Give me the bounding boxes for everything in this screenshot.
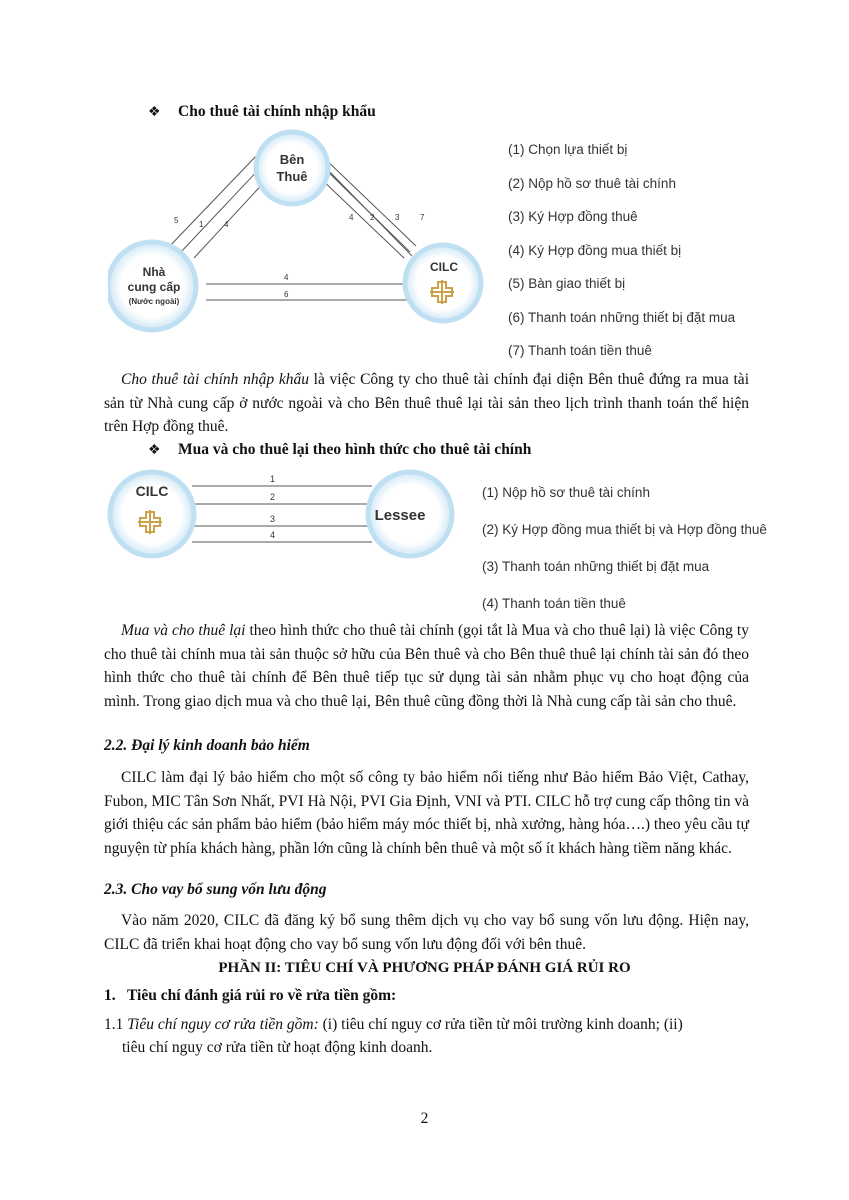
legend-item: (2) Nộp hồ sơ thuê tài chính <box>508 175 676 191</box>
legend-sale-leaseback <box>482 474 767 622</box>
section-title-sale-leaseback: Mua và cho thuê lại theo hình thức cho thuê tài chính <box>178 441 532 458</box>
legend-item: (4) Thanh toán tiền thuê <box>482 596 626 611</box>
edge-label: 6 <box>284 290 289 299</box>
paragraph-working-capital <box>104 909 749 956</box>
supplier-label-1: Nhà <box>142 265 166 279</box>
edge-label: 4 <box>284 273 289 282</box>
term: Mua và cho thuê lại <box>121 622 246 639</box>
lessee-label: Lessee <box>374 507 426 524</box>
lessee-node <box>256 132 328 204</box>
part-title: PHẦN II: TIÊU CHÍ VÀ PHƯƠNG PHÁP ĐÁNH GIÁ RỦI RO <box>218 960 631 976</box>
legend-item: (1) Nộp hồ sơ thuê tài chính <box>482 485 650 500</box>
edge-label: 2 <box>370 213 375 222</box>
legend-import-leasing <box>508 133 735 368</box>
item-number: 1.1 <box>104 1016 128 1033</box>
item-1-heading: 1. Tiêu chí đánh giá rủi ro về rửa tiền gồm: <box>104 987 397 1004</box>
edge-label: 1 <box>270 474 276 484</box>
edge-label: 1 <box>199 220 204 229</box>
page-number: 2 <box>420 1110 429 1127</box>
bullet-icon: ❖ <box>148 443 161 458</box>
legend-item: (1) Chọn lựa thiết bị <box>508 142 628 157</box>
cilc-label: CILC <box>135 483 169 499</box>
edge-label: 4 <box>270 530 276 540</box>
text: Vào năm 2020, CILC đã đăng ký bổ sung thêm dịch vụ cho vay bổ sung vốn lưu động. Hiện nay, CILC đã triển khai hoạt động cho vay bổ sung vốn lưu động đối với bên thuê. <box>104 912 749 953</box>
edge-label: 4 <box>349 213 354 222</box>
edge-label: 7 <box>420 213 425 222</box>
paragraph-import-leasing <box>104 368 749 439</box>
section-title-working-capital: 2.3. Cho vay bổ sung vốn lưu động <box>104 881 327 898</box>
supplier-label-2: cung cấp <box>127 280 181 294</box>
edge-label: 4 <box>224 220 229 229</box>
cilc-label: CILC <box>430 260 458 274</box>
item-1-1 <box>104 1013 754 1059</box>
section-title-insurance-agency: 2.2. Đại lý kinh doanh bảo hiểm <box>104 737 310 754</box>
text: theo hình thức cho thuê tài chính (gọi tắt là Mua và cho thuê lại) là việc Công ty cho thuê tài chính mua tài sản thuộc sở hữu của Bên thuê và cho Bên thuê thuê lại chính tài sản đó theo hình thức cho thuê tài chính để Bên thuê tiếp tục sử dụng tài sản nhằm phục vụ cho hoạt động của mình. Trong giao dịch mua và cho thuê lại, Bên thuê cũng đồng thời là Nhà cung cấp tài sản cho thuê. <box>104 622 749 710</box>
term: Tiêu chí nguy cơ rửa tiền gồm: <box>127 1016 319 1033</box>
legend-item: (3) Thanh toán những thiết bị đặt mua <box>482 559 710 574</box>
text: (i) tiêu chí nguy cơ rửa tiền từ môi trường kinh doanh; (ii) <box>318 1016 683 1033</box>
supplier-label-3: (Nước ngoài) <box>128 297 180 306</box>
legend-item: (2) Ký Hợp đồng mua thiết bị và Hợp đồng thuê <box>482 522 767 537</box>
text: tiêu chí nguy cơ rửa tiền từ hoạt động kinh doanh. <box>122 1039 433 1056</box>
sale-leaseback-diagram <box>100 466 460 576</box>
import-leasing-diagram <box>108 128 508 343</box>
legend-item: (7) Thanh toán tiền thuê <box>508 343 652 358</box>
legend-item: (6) Thanh toán những thiết bị đặt mua <box>508 309 736 325</box>
edge-label: 2 <box>270 492 276 502</box>
legend-item: (4) Ký Hợp đồng mua thiết bị <box>508 242 682 258</box>
edge-label: 5 <box>174 216 179 225</box>
lessee-label-2: Thuê <box>276 169 308 184</box>
paragraph-insurance-agency <box>104 766 749 860</box>
legend-item: (3) Ký Hợp đồng thuê <box>508 209 638 224</box>
text: là việc Công ty cho thuê tài chính đại diện Bên thuê đứng ra mua tài sản từ Nhà cung cấp ở nước ngoài và cho Bên thuê thuê lại tài sản theo lịch trình thanh toán thể hiện trên Hợp đồng thuê. <box>104 371 749 436</box>
edge-label: 3 <box>270 514 276 524</box>
legend-item: (5) Bàn giao thiết bị <box>508 276 626 291</box>
bullet-icon: ❖ <box>148 105 161 120</box>
lessee-label-1: Bên <box>279 152 305 167</box>
term: Cho thuê tài chính nhập khẩu <box>121 371 309 388</box>
text: CILC làm đại lý bảo hiểm cho một số công ty bảo hiểm nổi tiếng như Bảo hiểm Bảo Việt, Cathay, Fubon, MIC Tân Sơn Nhất, PVI Hà Nội, PVI Gia Định, VNI và PTI. CILC hỗ trợ cung cấp thông tin và giới thiệu các sản phẩm bảo hiểm (bảo hiểm máy móc thiết bị, nhà xưởng, hàng hóa….) theo yêu cầu tự nguyện từ phía khách hàng, phần lớn cũng là chính bên thuê và một số ít khách hàng tiềm năng khác. <box>104 769 749 857</box>
section-title-import-leasing: Cho thuê tài chính nhập khẩu <box>178 103 376 120</box>
edge-label: 3 <box>395 213 400 222</box>
paragraph-sale-leaseback <box>104 619 749 713</box>
